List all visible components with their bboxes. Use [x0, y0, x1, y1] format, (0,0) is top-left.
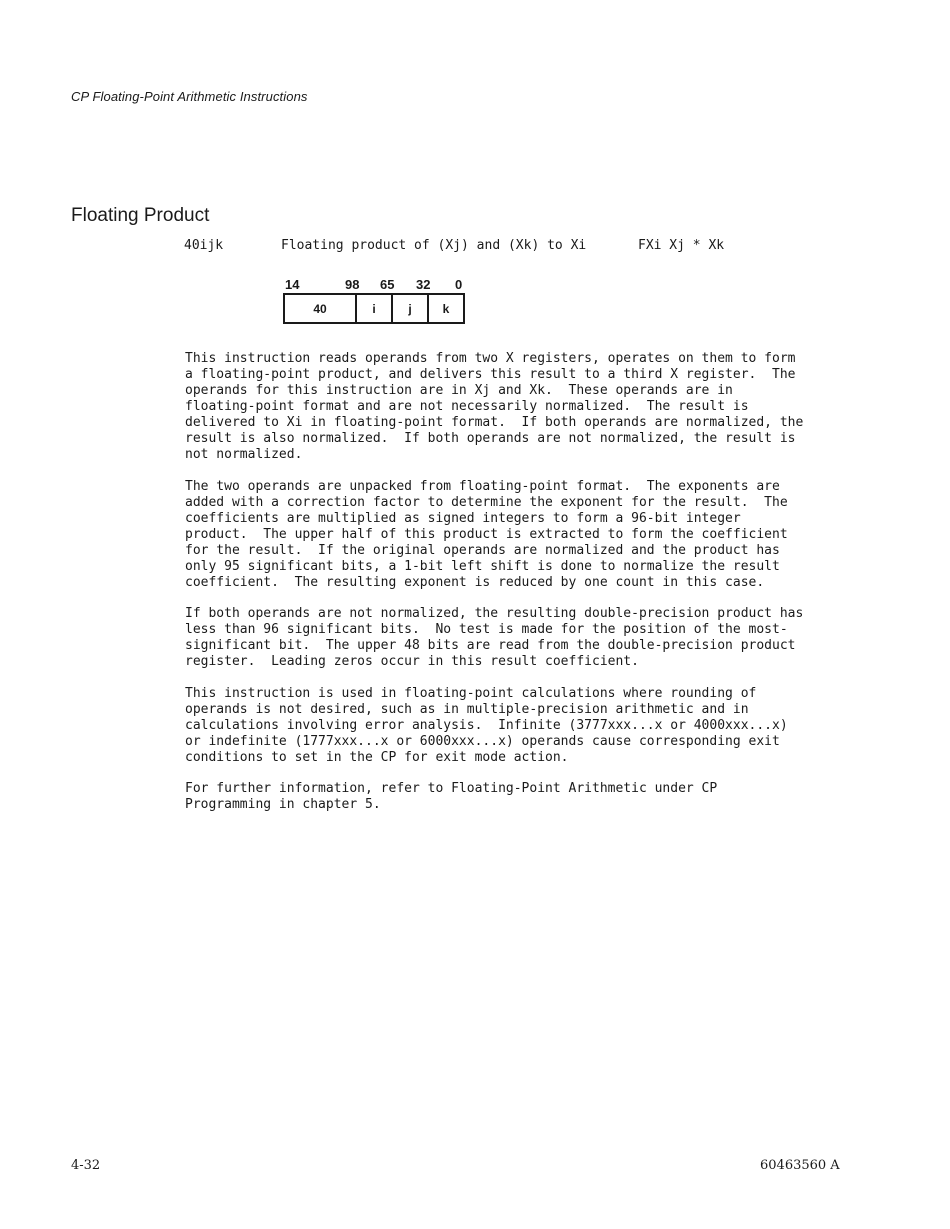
bit-label: 32	[416, 277, 431, 292]
bit-label: 65	[380, 277, 395, 292]
body-text	[185, 351, 845, 829]
running-header: CP Floating-Point Arithmetic Instructions	[71, 89, 308, 104]
section-title: Floating Product	[71, 204, 210, 226]
document-number: 60463560 A	[760, 1158, 840, 1173]
paragraph: If both operands are not normalized, the resulting double-precision product has less than 96 significant bits. No test is made for the position of the most- significant bit. The upper 48 bits are read from the double-precision product register. Leading zeros occur in this result coefficient.	[185, 606, 804, 669]
field-i: i	[355, 295, 391, 322]
field-j: j	[391, 295, 427, 322]
bit-label: 98	[345, 277, 360, 292]
field-opcode: 40	[313, 301, 327, 316]
instruction-description: Floating product of (Xj) and (Xk) to Xi	[281, 238, 587, 253]
instruction-mnemonic: FXi Xj * Xk	[638, 238, 725, 253]
paragraph: This instruction reads operands from two X registers, operates on them to form a floating-point product, and delivers this result to a third X register. The operands for this instruction are in Xj and Xk. These operands are in floating-point format and are not necessarily normalized. The result is delivered to Xi in floating-point format. If both operands are normalized, the result is also normalized. If both operands are not normalized, the result is not normalized.	[185, 351, 804, 462]
paragraph: The two operands are unpacked from floating-point format. The exponents are added with a correction factor to determine the exponent for the result. The coefficients are multiplied as signed integers to form a 96-bit integer product. The upper half of this product is extracted to form the coefficient for the result. If the original operands are normalized and the product has only 95 significant bits, a 1-bit left shift is done to normalize the result coefficient. The resulting exponent is reduced by one count in this case.	[185, 478, 788, 590]
page-number: 4-32	[71, 1158, 101, 1173]
paragraph: This instruction is used in floating-point calculations where rounding of operands is not desired, such as in multiple-precision arithmetic and in calculations involving error analysis. Infinite (3777xxx...x or 4000xxx...x) or indefinite (1777xxx...x or 6000xxx...x) operands cause corresponding exit conditions to set in the CP for exit mode action.	[185, 685, 788, 765]
paragraph: For further information, refer to Floating-Point Arithmetic under CP Programming in chapter 5.	[185, 781, 718, 812]
bit-label: 0	[455, 277, 463, 292]
bit-label: 14	[285, 277, 300, 292]
instruction-opcode: 40ijk	[184, 238, 224, 253]
field-k: k	[427, 295, 463, 322]
instruction-format-diagram	[283, 293, 465, 324]
